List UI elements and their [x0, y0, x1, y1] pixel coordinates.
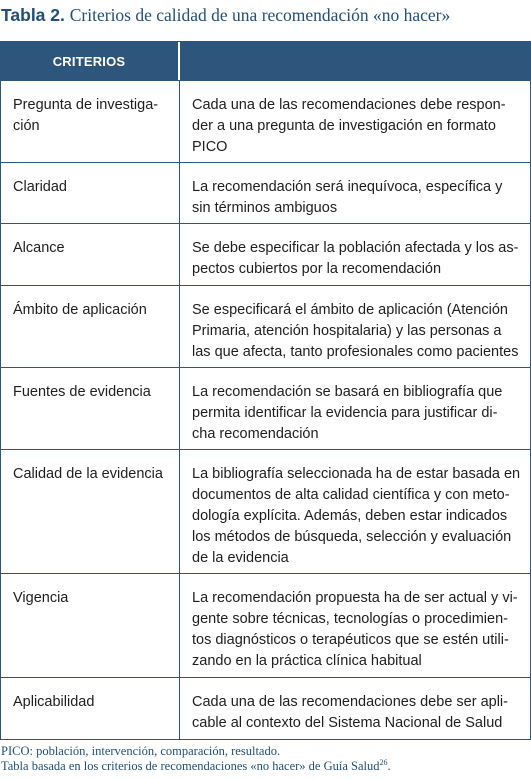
description-line: las que afecta, tanto profesionales como pacientes	[192, 344, 519, 360]
description-line: sin términos ambiguos	[192, 200, 338, 216]
table-row	[0, 223, 531, 285]
table-caption	[1, 3, 531, 29]
reference-number: 26	[379, 757, 388, 767]
description-line: dología explícita. Además, deben estar indicados	[192, 508, 508, 524]
description-line: Se debe especificar la población afectada y los as-	[192, 240, 519, 256]
description-line: documentos de alta calidad científica y con meto-	[192, 487, 510, 503]
table-notes	[1, 744, 531, 774]
abbreviation-note: PICO: población, intervención, comparación, resultado.	[1, 744, 281, 758]
table-row	[0, 162, 531, 223]
criterion-line: ción	[13, 118, 40, 134]
criterion-cell	[0, 163, 180, 223]
criterion-cell	[0, 450, 180, 573]
header-empty	[180, 42, 531, 80]
description-line: los métodos de búsqueda, selección y evaluación	[192, 529, 512, 545]
description-line: La recomendación será inequívoca, específica y	[192, 179, 503, 195]
criterion-line: Calidad de la evidencia	[13, 466, 163, 482]
description-line: pectos cubiertos por la recomendación	[192, 261, 442, 277]
criterion-cell	[0, 574, 180, 677]
description-line: Cada una de las recomendaciones debe ser apli-	[192, 694, 508, 710]
table-row	[0, 449, 531, 573]
criterion-line: Pregunta de investiga-	[13, 97, 159, 113]
criterion-line: Fuentes de evidencia	[13, 384, 151, 400]
description-cell	[180, 678, 531, 739]
criterion-cell	[0, 224, 180, 285]
description-cell	[180, 574, 531, 677]
criterion-cell	[0, 678, 180, 739]
criterion-line: Vigencia	[13, 590, 69, 606]
description-cell	[180, 224, 531, 285]
description-line: La recomendación se basará en bibliografía que	[192, 384, 503, 400]
description-line: La bibliografía seleccionada ha de estar basada en	[192, 466, 521, 482]
table-row	[0, 80, 531, 162]
criteria-table	[0, 41, 531, 740]
description-line: PICO	[192, 139, 228, 155]
table-row	[0, 677, 531, 740]
caption-label: Tabla 2.	[1, 5, 65, 25]
header-criterios: CRITERIOS	[0, 42, 180, 80]
description-line: zando en la práctica clínica habitual	[192, 653, 422, 669]
description-line: Se especificará el ámbito de aplicación (Atención	[192, 302, 508, 318]
description-cell	[180, 163, 531, 223]
source-end: .	[387, 759, 391, 773]
description-line: permita identificar la evidencia para justificar di-	[192, 405, 498, 421]
description-line: cha recomendación	[192, 426, 319, 442]
caption-title: Criterios de calidad de una recomendación «no hacer»	[69, 5, 451, 25]
description-line: cable al contexto del Sistema Nacional de Salud	[192, 715, 503, 731]
table-header	[0, 42, 531, 80]
criterion-cell	[0, 81, 180, 162]
criterion-line: Ámbito de aplicación	[13, 302, 147, 318]
source-note	[1, 759, 531, 774]
description-line: tos diagnósticos o terapéuticos que se estén utili-	[192, 632, 509, 648]
criterion-cell	[0, 286, 180, 367]
description-line: der a una pregunta de investigación en formato	[192, 118, 496, 134]
criterion-line: Claridad	[13, 179, 67, 195]
description-line: Primaria, atención hospitalaria) y las personas a	[192, 323, 502, 339]
description-line: de la evidencia	[192, 550, 289, 566]
description-line: La recomendación propuesta ha de ser actual y vi-	[192, 590, 518, 606]
table-row	[0, 367, 531, 449]
criterion-line: Aplicabilidad	[13, 694, 95, 710]
description-cell	[180, 450, 531, 573]
description-cell	[180, 81, 531, 162]
source-text: Tabla basada en los criterios de recomendaciones «no hacer» de Guía Salud	[1, 759, 380, 773]
description-line: gente sobre técnicas, tecnologías o procedimien-	[192, 611, 508, 627]
criterion-cell	[0, 368, 180, 449]
description-cell	[180, 286, 531, 367]
description-cell	[180, 368, 531, 449]
description-line: Cada una de las recomendaciones debe respon-	[192, 97, 506, 113]
table-row	[0, 573, 531, 677]
table-row	[0, 285, 531, 367]
criterion-line: Alcance	[13, 240, 65, 256]
